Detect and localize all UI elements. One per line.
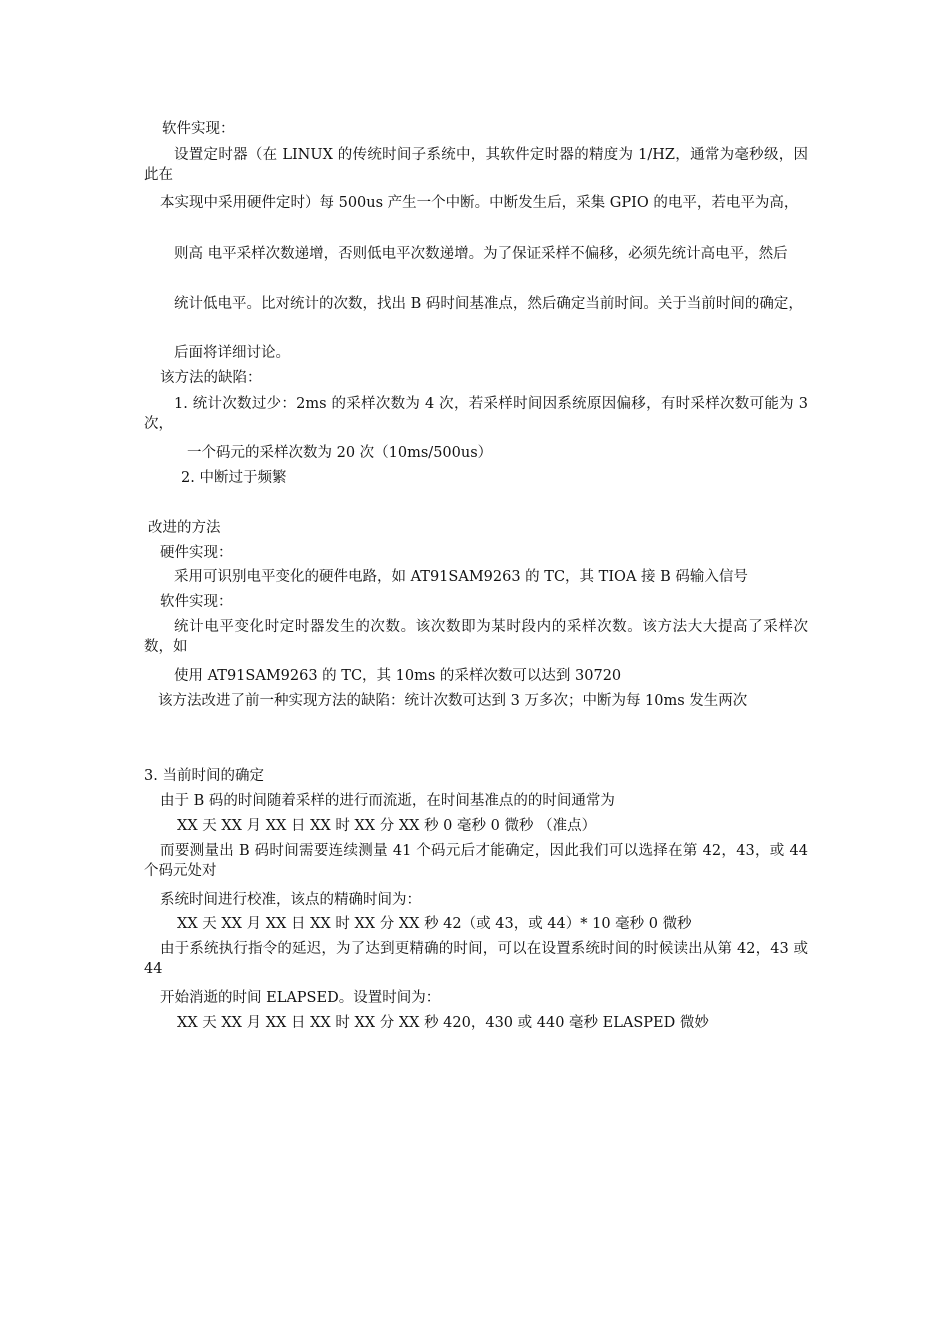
text-line: 而要测量出 B 码时间需要连续测量 41 个码元后才能确定，因此我们可以选择在第 42，43，或 44 个码元处对 — [144, 843, 808, 879]
text-line: 由于系统执行指令的延迟，为了达到更精确的时间，可以在设置系统时间的时候读出从第 42，43 或 44 — [144, 941, 808, 977]
text-line: 2. 中断过于频繁 — [181, 470, 287, 486]
text-line: 硬件实现： — [160, 545, 233, 561]
section-heading: 3. 当前时间的确定 — [144, 768, 264, 784]
text-line: 本实现中采用硬件定时）每 500us 产生一个中断。中断发生后，采集 GPIO 的电平，若电平为高， — [160, 195, 799, 211]
text-line: 1. 统计次数过少：2ms 的采样次数为 4 次，若采样时间因系统原因偏移，有时采样次数可能为 3 次， — [144, 396, 808, 432]
text-line: 使用 AT91SAM9263 的 TC，其 10ms 的采样次数可以达到 30720 — [174, 668, 622, 684]
text-line: 统计低电平。比对统计的次数，找出 B 码时间基准点，然后确定当前时间。关于当前时间的确定， — [174, 296, 803, 312]
text-line: 软件实现： — [162, 121, 235, 137]
section-heading: 改进的方法 — [148, 520, 221, 536]
text-line: 则高 电平采样次数递增，否则低电平次数递增。为了保证采样不偏移，必须先统计高电平，然后 — [174, 246, 788, 262]
text-line: 一个码元的采样次数为 20 次（10ms/500us） — [187, 445, 493, 461]
text-line: 后面将详细讨论。 — [174, 345, 290, 361]
text-line: 由于 B 码的时间随着采样的进行而流逝，在时间基准点的的时间通常为 — [160, 793, 615, 809]
text-line: 开始消逝的时间 ELAPSED。设置时间为： — [160, 990, 441, 1006]
text-line: XX 天 XX 月 XX 日 XX 时 XX 分 XX 秒 0 毫秒 0 微秒 （准点） — [177, 818, 597, 834]
text-line: XX 天 XX 月 XX 日 XX 时 XX 分 XX 秒 420，430 或 440 毫秒 ELASPED 微妙 — [177, 1015, 709, 1031]
text-line: XX 天 XX 月 XX 日 XX 时 XX 分 XX 秒 42（或 43，或 44）* 10 毫秒 0 微秒 — [177, 916, 692, 932]
text-line: 系统时间进行校准，该点的精确时间为： — [160, 892, 421, 908]
text-line: 统计电平变化时定时器发生的次数。该次数即为某时段内的采样次数。该方法大大提高了采样次数，如 — [144, 619, 808, 655]
text-line: 采用可识别电平变化的硬件电路，如 AT91SAM9263 的 TC，其 TIOA 接 B 码输入信号 — [174, 569, 748, 585]
text-line: 设置定时器（在 LINUX 的传统时间子系统中，其软件定时器的精度为 1/HZ，通常为毫秒级，因此在 — [144, 147, 808, 183]
text-line: 软件实现： — [160, 594, 233, 610]
text-line: 该方法改进了前一种实现方法的缺陷：统计次数可达到 3 万多次；中断为每 10ms 发生两次 — [158, 693, 748, 709]
text-line: 该方法的缺陷： — [160, 370, 262, 386]
